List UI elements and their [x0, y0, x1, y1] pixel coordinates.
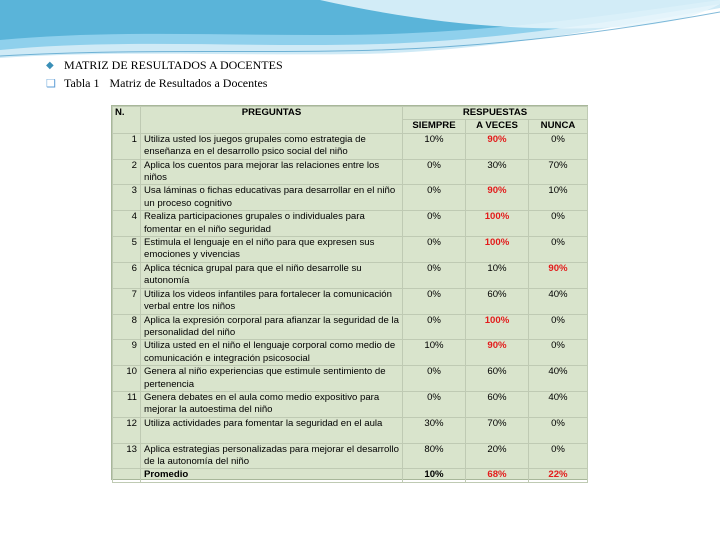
row-sometimes-value	[466, 288, 529, 314]
row-number: 8	[113, 314, 141, 340]
row-never-value-text: 10%	[548, 185, 568, 197]
row-always-value	[403, 237, 466, 263]
row-never-value-text: 40%	[548, 391, 568, 403]
row-never-value-text: 90%	[548, 262, 568, 274]
row-never-value	[529, 366, 588, 392]
row-always-value-text: 10%	[424, 340, 444, 352]
row-number: 10	[113, 366, 141, 392]
row-always-value	[403, 340, 466, 366]
table-caption-text: Matriz de Resultados a Docentes	[109, 76, 268, 90]
row-sometimes-value	[466, 340, 529, 366]
header-always: SIEMPRE	[403, 120, 466, 133]
row-never-value-text: 0%	[551, 443, 565, 455]
row-always-value	[403, 185, 466, 211]
row-never-value-text: 40%	[548, 288, 568, 300]
row-question: Utiliza usted los juegos grupales como estrategia de enseñanza en el desarrollo psico social del niño	[141, 133, 403, 159]
row-number: 12	[113, 417, 141, 443]
row-sometimes-value	[466, 237, 529, 263]
row-never-value	[529, 211, 588, 237]
row-always-value	[403, 133, 466, 159]
row-always-value	[403, 417, 466, 443]
row-never-value-text: 40%	[548, 366, 568, 378]
row-sometimes-value	[466, 443, 529, 469]
row-question: Realiza participaciones grupales o individuales para fomentar en el niño seguridad	[141, 211, 403, 237]
row-always-value-text: 0%	[427, 211, 441, 223]
row-sometimes-value	[466, 133, 529, 159]
table-row	[113, 262, 588, 288]
average-label: Promedio	[141, 469, 403, 482]
row-number: 1	[113, 133, 141, 159]
row-always-value	[403, 443, 466, 469]
table-row	[113, 133, 588, 159]
header-never: NUNCA	[529, 120, 588, 133]
header-number: N.	[113, 107, 141, 134]
row-never-value	[529, 185, 588, 211]
row-always-value-text: 0%	[427, 262, 441, 274]
row-number: 2	[113, 159, 141, 185]
row-question: Estimula el lenguaje en el niño para que expresen sus emociones y vivencias	[141, 237, 403, 263]
row-sometimes-value-text: 10%	[487, 262, 507, 274]
row-sometimes-value-text: 100%	[484, 314, 510, 326]
row-always-value-text: 10%	[424, 133, 444, 145]
row-sometimes-value-text: 60%	[487, 288, 507, 300]
results-table-image	[111, 105, 588, 480]
row-always-value	[403, 159, 466, 185]
row-always-value	[403, 366, 466, 392]
row-sometimes-value-text: 100%	[484, 211, 510, 223]
row-sometimes-value	[466, 391, 529, 417]
row-always-value-text: 0%	[427, 159, 441, 171]
row-question: Utiliza usted en el niño el lenguaje corporal como medio de comunicación e integración psicosocial	[141, 340, 403, 366]
row-never-value	[529, 159, 588, 185]
row-never-value	[529, 133, 588, 159]
row-never-value	[529, 417, 588, 443]
table-row	[113, 417, 588, 443]
row-number: 4	[113, 211, 141, 237]
row-sometimes-value-text: 60%	[487, 366, 507, 378]
header-questions: PREGUNTAS	[141, 107, 403, 134]
table-row	[113, 443, 588, 469]
row-always-value-text: 0%	[427, 366, 441, 378]
table-row	[113, 314, 588, 340]
row-never-value-text: 0%	[551, 133, 565, 145]
row-always-value	[403, 391, 466, 417]
row-sometimes-value-text: 60%	[487, 391, 507, 403]
row-sometimes-value	[466, 159, 529, 185]
row-question: Usa láminas o fichas educativas para desarrollar en el niño un proceso cognitivo	[141, 185, 403, 211]
row-always-value	[403, 262, 466, 288]
table-row	[113, 391, 588, 417]
row-question: Aplica la expresión corporal para afianzar la seguridad de la personalidad del niño	[141, 314, 403, 340]
row-sometimes-value	[466, 262, 529, 288]
row-question: Genera debates en el aula como medio expositivo para mejorar la autoestima del niño	[141, 391, 403, 417]
row-never-value	[529, 288, 588, 314]
row-number: 3	[113, 185, 141, 211]
average-always: 10%	[403, 469, 466, 482]
row-never-value	[529, 237, 588, 263]
row-question: Aplica los cuentos para mejorar las relaciones entre los niños	[141, 159, 403, 185]
square-bullet-icon: ❑	[46, 78, 56, 90]
row-always-value-text: 0%	[427, 237, 441, 249]
header-answers: RESPUESTAS	[403, 107, 588, 120]
table-row	[113, 237, 588, 263]
row-sometimes-value-text: 90%	[487, 133, 507, 145]
row-number: 9	[113, 340, 141, 366]
slide-title-text: MATRIZ DE RESULTADOS A DOCENTES	[64, 58, 283, 72]
row-number: 5	[113, 237, 141, 263]
table-row	[113, 366, 588, 392]
row-sometimes-value-text: 90%	[487, 340, 507, 352]
row-question: Aplica estrategias personalizadas para mejorar el desarrollo de la autonomía del niño	[141, 443, 403, 469]
table-number: Tabla 1	[64, 76, 100, 90]
row-number: 11	[113, 391, 141, 417]
table-row	[113, 159, 588, 185]
row-always-value-text: 0%	[427, 288, 441, 300]
row-sometimes-value	[466, 417, 529, 443]
table-row	[113, 288, 588, 314]
row-never-value-text: 70%	[548, 159, 568, 171]
average-never: 22%	[548, 469, 568, 481]
average-row	[113, 469, 588, 482]
row-question: Utiliza los videos infantiles para fortalecer la comunicación verbal entre los niños	[141, 288, 403, 314]
row-always-value	[403, 288, 466, 314]
row-sometimes-value-text: 90%	[487, 185, 507, 197]
row-question: Genera al niño experiencias que estimule sentimiento de pertenencia	[141, 366, 403, 392]
row-question: Utiliza actividades para fomentar la seguridad en el aula	[141, 417, 403, 443]
row-sometimes-value	[466, 211, 529, 237]
results-matrix-table	[112, 106, 588, 483]
row-question: Aplica técnica grupal para que el niño desarrolle su autonomía	[141, 262, 403, 288]
header-sometimes: A VECES	[466, 120, 529, 133]
row-always-value-text: 0%	[427, 314, 441, 326]
row-sometimes-value-text: 20%	[487, 443, 507, 455]
row-never-value	[529, 340, 588, 366]
row-always-value-text: 0%	[427, 185, 441, 197]
table-row	[113, 211, 588, 237]
average-blank	[113, 469, 141, 482]
row-sometimes-value-text: 100%	[484, 237, 510, 249]
row-never-value	[529, 443, 588, 469]
row-never-value-text: 0%	[551, 340, 565, 352]
row-number: 7	[113, 288, 141, 314]
row-always-value-text: 0%	[427, 391, 441, 403]
table-row	[113, 340, 588, 366]
table-row	[113, 185, 588, 211]
row-number: 6	[113, 262, 141, 288]
row-always-value-text: 80%	[424, 443, 444, 455]
row-never-value-text: 0%	[551, 417, 565, 429]
row-sometimes-value-text: 30%	[487, 159, 507, 171]
row-always-value	[403, 314, 466, 340]
row-never-value-text: 0%	[551, 237, 565, 249]
row-never-value	[529, 262, 588, 288]
row-sometimes-value	[466, 366, 529, 392]
slide-title	[46, 58, 283, 73]
row-always-value-text: 30%	[424, 417, 444, 429]
row-sometimes-value	[466, 185, 529, 211]
row-sometimes-value-text: 70%	[487, 417, 507, 429]
row-never-value-text: 0%	[551, 314, 565, 326]
row-always-value	[403, 211, 466, 237]
row-number: 13	[113, 443, 141, 469]
row-never-value	[529, 391, 588, 417]
row-never-value	[529, 314, 588, 340]
table-caption	[46, 76, 267, 91]
row-sometimes-value	[466, 314, 529, 340]
diamond-bullet-icon: ◆	[46, 60, 54, 71]
average-sometimes: 68%	[487, 469, 507, 481]
row-never-value-text: 0%	[551, 211, 565, 223]
